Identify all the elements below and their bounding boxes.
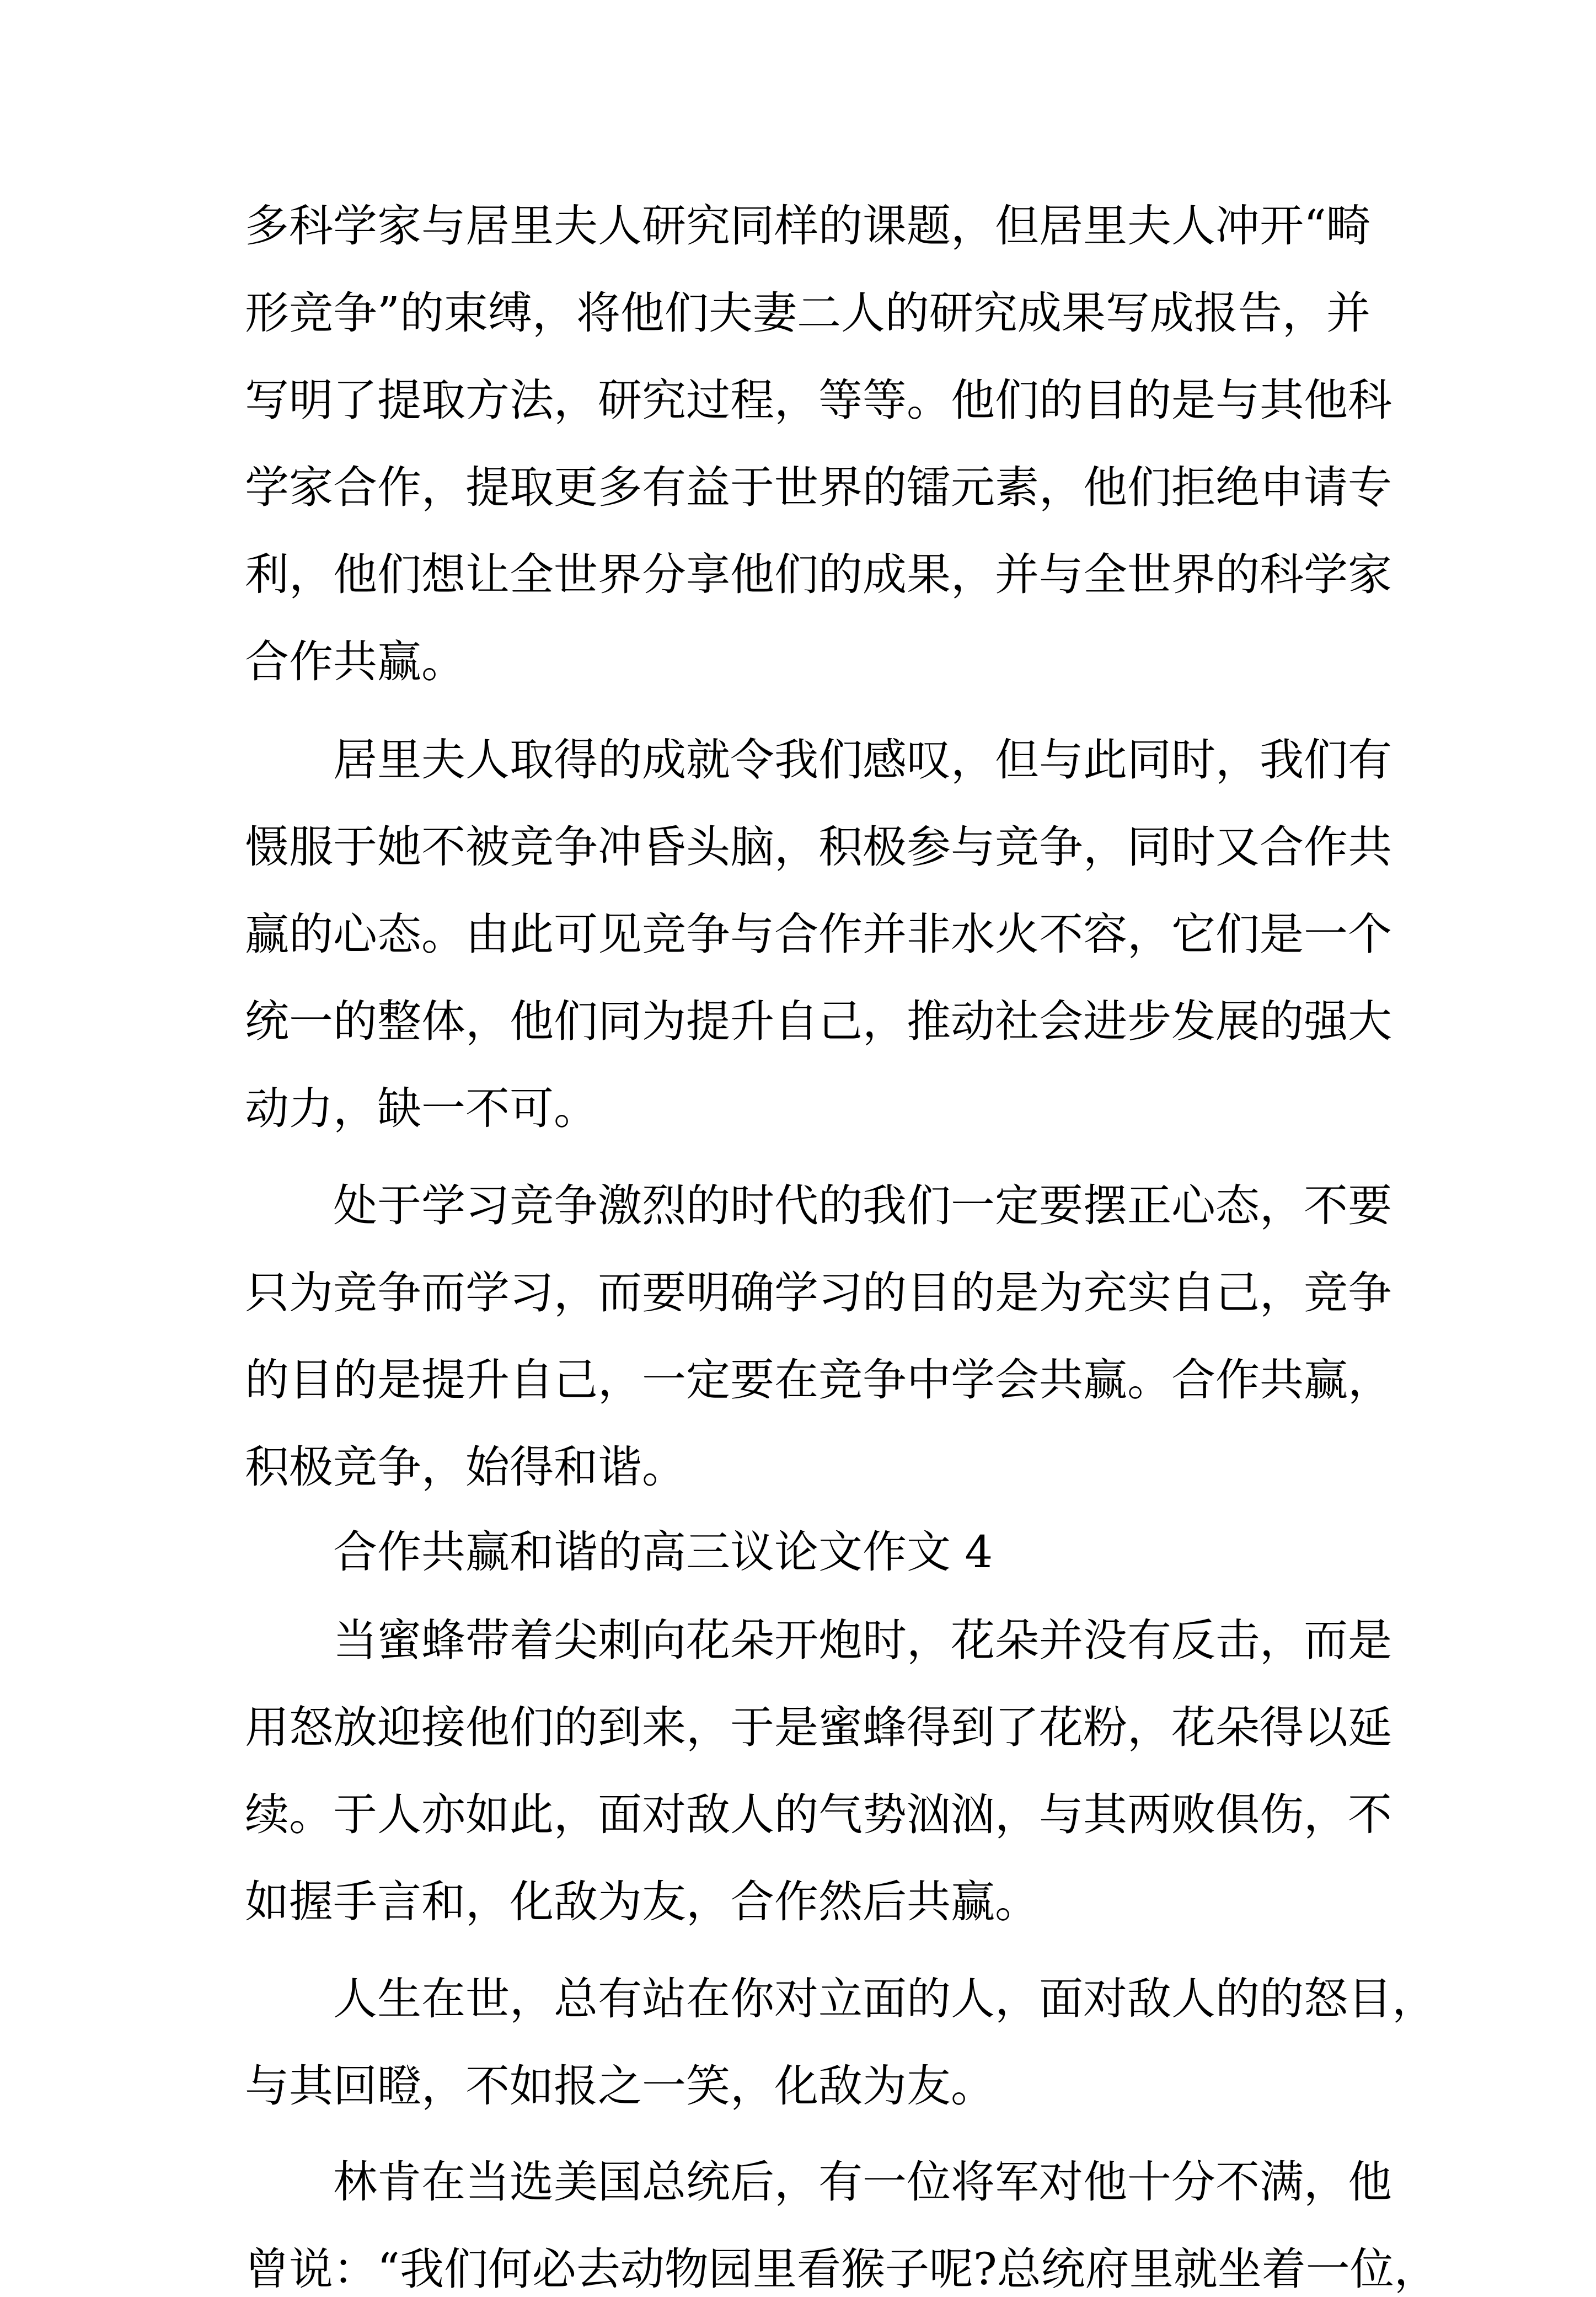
text-line: 用怒放迎接他们的到来，于是蜜蜂得到了花粉，花朵得以延: [245, 1702, 1392, 1753]
text-line: 积极竞争，始得和谐。: [245, 1441, 686, 1493]
text-line: 的目的是提升自己，一定要在竞争中学会共赢。合作共赢，: [245, 1354, 1392, 1406]
text-line: 形竞争”的束缚，将他们夫妻二人的研究成果写成报告，并: [245, 287, 1370, 339]
text-line: 赢的心态。由此可见竞争与合作并非水火不容，它们是一个: [245, 909, 1392, 960]
section-heading: 合作共赢和谐的高三议论文作文 4: [333, 1526, 993, 1578]
text-line: 如握手言和，化敌为友，合作然后共赢。: [245, 1876, 1039, 1927]
text-line: 只为竞争而学习，而要明确学习的目的是为充实自己，竞争: [245, 1267, 1392, 1318]
text-line: 利，他们想让全世界分享他们的成果，并与全世界的科学家: [245, 549, 1392, 600]
text-line: 合作共赢。: [245, 636, 465, 687]
text-line: 学家合作，提取更多有益于世界的镭元素，他们拒绝申请专: [245, 462, 1392, 513]
text-line: 林肯在当选美国总统后，有一位将军对他十分不满，他: [333, 2156, 1392, 2208]
text-line: 居里夫人取得的成就令我们感叹，但与此同时，我们有: [333, 734, 1392, 786]
text-line: 慑服于她不被竞争冲昏头脑，积极参与竞争，同时又合作共: [245, 821, 1392, 873]
text-line: 续。于人亦如此，面对敌人的气势汹汹，与其两败俱伤，不: [245, 1789, 1392, 1840]
text-line: 与其回瞪，不如报之一笑，化敌为友。: [245, 2060, 995, 2112]
text-line: 动力，缺一不可。: [245, 1083, 598, 1134]
text-line: 人生在世，总有站在你对立面的人，面对敌人的的怒目，: [333, 1973, 1436, 2024]
text-line: 当蜜蜂带着尖刺向花朵开炮时，花朵并没有反击，而是: [333, 1615, 1392, 1666]
text-line: 写明了提取方法，研究过程，等等。他们的目的是与其他科: [245, 375, 1392, 426]
text-line: 多科学家与居里夫人研究同样的课题，但居里夫人冲开“畸: [245, 200, 1370, 252]
text-line: 曾说：“我们何必去动物园里看猴子呢?总统府里就坐着一位，: [245, 2243, 1438, 2295]
text-line: 统一的整体，他们同为提升自己，推动社会进步发展的强大: [245, 996, 1392, 1047]
text-line: 处于学习竞争激烈的时代的我们一定要摆正心态，不要: [333, 1180, 1392, 1231]
